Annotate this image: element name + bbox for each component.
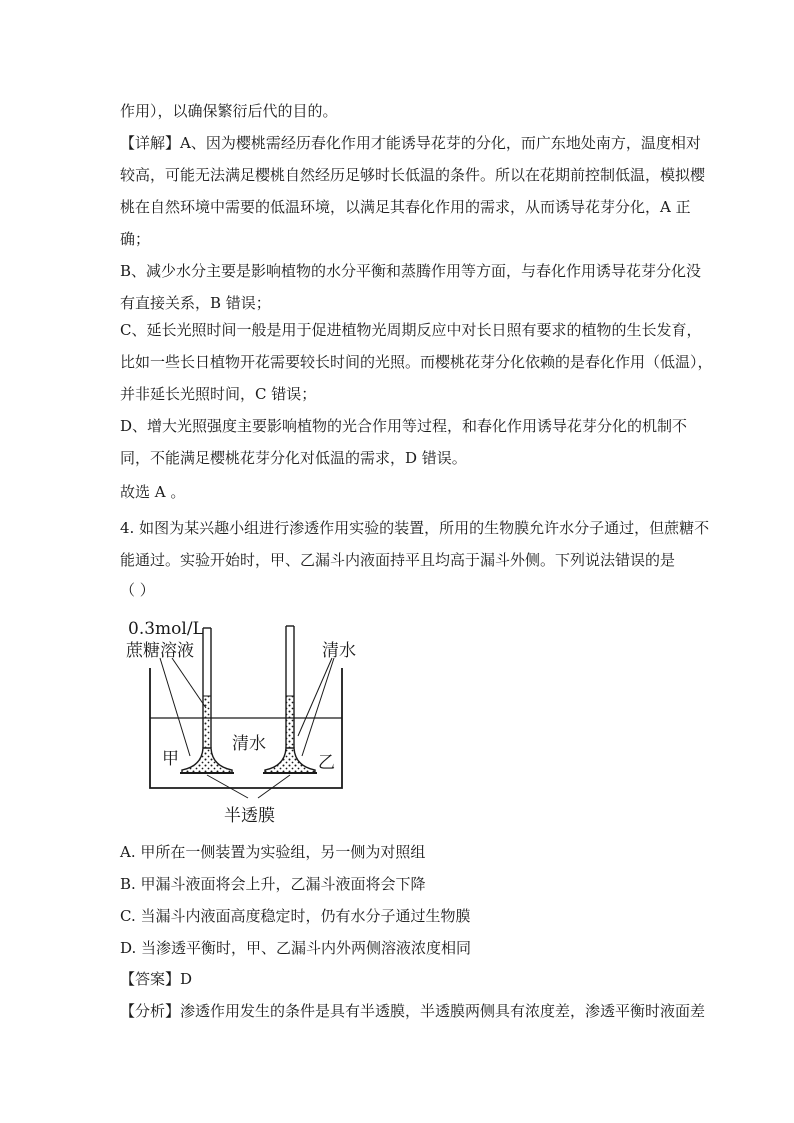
text-line: 作用），以确保繁衍后代的目的。 — [120, 102, 338, 120]
text-line: D、增大光照强度主要影响植物的光合作用等过程，和春化作用诱导花芽分化的机制不 — [120, 417, 688, 435]
text-line: 较高，可能无法满足樱桃自然经历足够时长低温的条件。所以在花期前控制低温，模拟樱 — [120, 166, 706, 184]
membrane-label: 半透膜 — [224, 806, 275, 826]
text-line: 比如一些长日植物开花需要较长时间的光照。而樱桃花芽分化依赖的是春化作用（低温）， — [120, 353, 713, 371]
yi-label: 乙 — [318, 753, 335, 773]
question-stem: （ ） — [120, 581, 155, 599]
water-label-right: 清水 — [322, 641, 356, 661]
text-line: 有直接关系，B 错误； — [120, 294, 271, 312]
text-line: 【详解】A、因为樱桃需经历春化作用才能诱导花芽的分化，而广东地处南方，温度相对 — [120, 134, 701, 152]
question-stem: 4. 如图为某兴趣小组进行渗透作用实验的装置，所用的生物膜允许水分子通过，但蔗糖不 — [120, 519, 710, 537]
pointer-line — [207, 775, 248, 798]
water-label-middle: 清水 — [232, 734, 266, 754]
text-line: C、延长光照时间一般是用于促进植物光周期反应中对长日照有要求的植物的生长发育， — [120, 321, 702, 339]
pointer-line — [298, 658, 332, 736]
option-c: C. 当漏斗内液面高度稳定时，仍有水分子通过生物膜 — [120, 907, 471, 925]
pointer-line — [172, 658, 206, 708]
answer-line: 【答案】D — [120, 970, 193, 988]
jia-label: 甲 — [162, 749, 179, 769]
option-a: A. 甲所在一侧装置为实验组，另一侧为对照组 — [120, 843, 426, 861]
sucrose-label: 蔗糖溶液 — [126, 641, 194, 661]
pointer-line — [160, 658, 190, 756]
concentration-label: 0.3mol/L — [128, 619, 204, 639]
osmosis-apparatus-figure — [120, 608, 380, 838]
question-stem: 能通过。实验开始时，甲、乙漏斗内液面持平且均高于漏斗外侧。下列说法错误的是 — [120, 551, 676, 569]
text-line: 并非延长光照时间，C 错误； — [120, 385, 317, 403]
text-line: 同，不能满足樱桃花芽分化对低温的需求，D 错误。 — [120, 449, 467, 467]
pointer-line — [302, 658, 334, 756]
analysis-line: 【分析】渗透作用发生的条件是具有半透膜，半透膜两侧具有浓度差，渗透平衡时液面差 — [120, 1002, 706, 1020]
text-line: 桃在自然环境中需要的低温环境，以满足其春化作用的需求，从而诱导花芽分化，A 正 — [120, 198, 691, 216]
text-line: 故选 A 。 — [120, 483, 186, 501]
funnel-yi — [263, 626, 317, 773]
text-line: 确； — [120, 230, 151, 248]
option-b: B. 甲漏斗液面将会上升，乙漏斗液面将会下降 — [120, 875, 426, 893]
option-d: D. 当渗透平衡时，甲、乙漏斗内外两侧溶液浓度相同 — [120, 939, 472, 957]
text-line: B、减少水分主要是影响植物的水分平衡和蒸腾作用等方面，与春化作用诱导花芽分化没 — [120, 262, 702, 280]
pointer-line — [258, 775, 290, 798]
